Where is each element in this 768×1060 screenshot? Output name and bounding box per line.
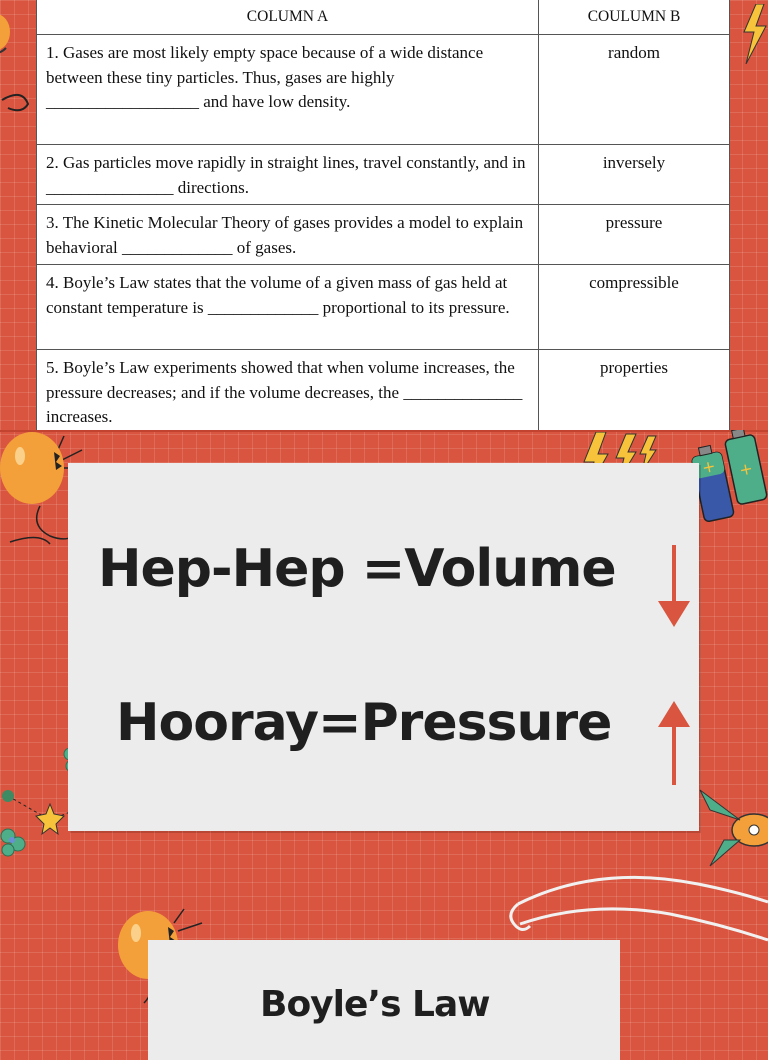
table-row	[37, 205, 730, 265]
svg-text:+: +	[700, 456, 718, 478]
arrow-up-icon	[654, 701, 694, 785]
answer-cell: inversely	[539, 145, 730, 205]
slide-title: Boyle’s Law	[260, 984, 490, 1025]
battery-icon	[690, 430, 768, 522]
table-row	[37, 145, 730, 205]
table-row	[37, 35, 730, 145]
answer-cell: pressure	[539, 205, 730, 265]
answer-cell: compressible	[539, 265, 730, 350]
scribble-icon	[0, 88, 36, 128]
boyles-law-card	[148, 940, 620, 1060]
answer-cell: properties	[539, 350, 730, 431]
matching-table	[36, 0, 730, 430]
answer-cell: random	[539, 35, 730, 145]
question-cell: 1. Gases are most likely empty space because of a wide distance between these tiny particles. Thus, gases are highly __________________ and have low density.	[37, 35, 539, 145]
question-cell: 3. The Kinetic Molecular Theory of gases provides a model to explain behavioral _____________ of gases.	[37, 205, 539, 265]
mnemonic-card	[68, 463, 699, 831]
question-cell: 4. Boyle’s Law states that the volume of a given mass of gas held at constant temperature is _____________ proportional to its pressure.	[37, 265, 539, 350]
column-b-header: COULUMN B	[539, 0, 730, 35]
column-a-header: COLUMN A	[37, 0, 539, 35]
worksheet-slide	[0, 0, 768, 430]
pressure-mnemonic-text: Hooray=Pressure	[116, 693, 612, 753]
question-cell: 5. Boyle’s Law experiments showed that when volume increases, the pressure decreases; and if the volume decreases, the ______________ increases.	[37, 350, 539, 431]
question-cell: 2. Gas particles move rapidly in straight lines, travel constantly, and in _______________ directions.	[37, 145, 539, 205]
lightning-icon	[738, 4, 768, 64]
wind-icon	[500, 858, 768, 948]
svg-text:+: +	[737, 458, 755, 480]
balloon-icon	[0, 10, 22, 70]
worksheet-table-container	[36, 0, 730, 430]
volume-mnemonic-text: Hep-Hep =Volume	[98, 539, 616, 599]
arrow-down-icon	[654, 545, 694, 629]
table-header-row	[37, 0, 730, 35]
table-row	[37, 265, 730, 350]
table-row	[37, 350, 730, 431]
